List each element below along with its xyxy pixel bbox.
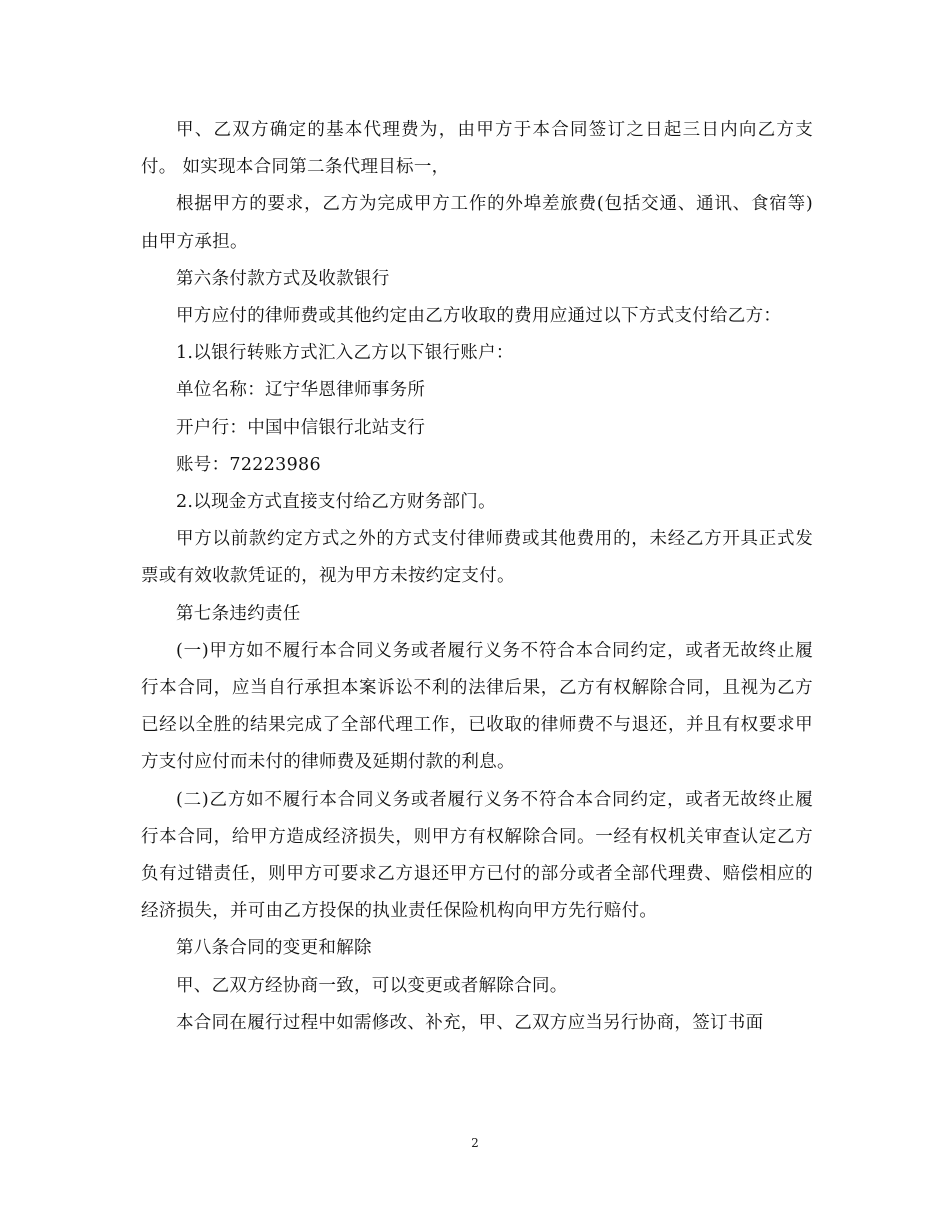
paragraph-payment-method: 甲方应付的律师费或其他约定由乙方收取的费用应通过以下方式支付给乙方： bbox=[176, 306, 782, 327]
paragraph-party-a-breach: (一)甲方如不履行本合同义务或者履行义务不符合本合同约定，或者无故终止履行本合同，应当自行承担本案诉讼不利的法律后果，乙方有权解除合同，且视为乙方已经以全胜的结果完成了全部代理工作，已收取的律师费不与退还，并且有权要求甲方支付应付而未付的律师费及延期付款的利息。 bbox=[141, 640, 813, 773]
paragraph-invoice-requirement: 甲方以前款约定方式之外的方式支付律师费或其他费用的，未经乙方开具正式发票或有效收款凭证的，视为甲方未按约定支付。 bbox=[141, 529, 813, 587]
bank-branch: 开户行：中国中信银行北站支行 bbox=[176, 417, 426, 438]
page-number: 2 bbox=[471, 1136, 479, 1150]
paragraph-travel-expenses: 根据甲方的要求，乙方为完成甲方工作的外埠差旅费(包括交通、通讯、食宿等)由甲方承担。 bbox=[141, 194, 813, 252]
paragraph-party-b-breach: (二)乙方如不履行本合同义务或者履行义务不符合本合同约定，或者无故终止履行本合同，给甲方造成经济损失，则甲方有权解除合同。一经有权机关审查认定乙方负有过错责任，则甲方可要求乙方退还甲方已付的部分或者全部代理费、赔偿相应的经济损失，并可由乙方投保的执业责任保险机构向甲方先行赔付。 bbox=[141, 789, 813, 922]
list-item-bank-transfer: 1.以银行转账方式汇入乙方以下银行账户： bbox=[176, 343, 514, 364]
heading-article-7: 第七条违约责任 bbox=[176, 603, 301, 624]
paragraph-amendments: 本合同在履行过程中如需修改、补充，甲、乙双方应当另行协商，签订书面 bbox=[176, 1012, 764, 1033]
page-body bbox=[141, 112, 813, 1042]
paragraph-mutual-termination: 甲、乙双方经协商一致，可以变更或者解除合同。 bbox=[176, 975, 568, 996]
bank-account-name: 单位名称：辽宁华恩律师事务所 bbox=[176, 380, 426, 401]
heading-article-6: 第六条付款方式及收款银行 bbox=[176, 268, 390, 289]
list-item-cash-payment: 2.以现金方式直接支付给乙方财务部门。 bbox=[176, 492, 496, 513]
heading-article-8: 第八条合同的变更和解除 bbox=[176, 938, 372, 959]
bank-account-number: 账号：72223986 bbox=[176, 454, 321, 475]
paragraph-agency-fee: 甲、乙双方确定的基本代理费为，由甲方于本合同签订之日起三日内向乙方支付。 如实现本合同第二条代理目标一， bbox=[141, 120, 813, 178]
